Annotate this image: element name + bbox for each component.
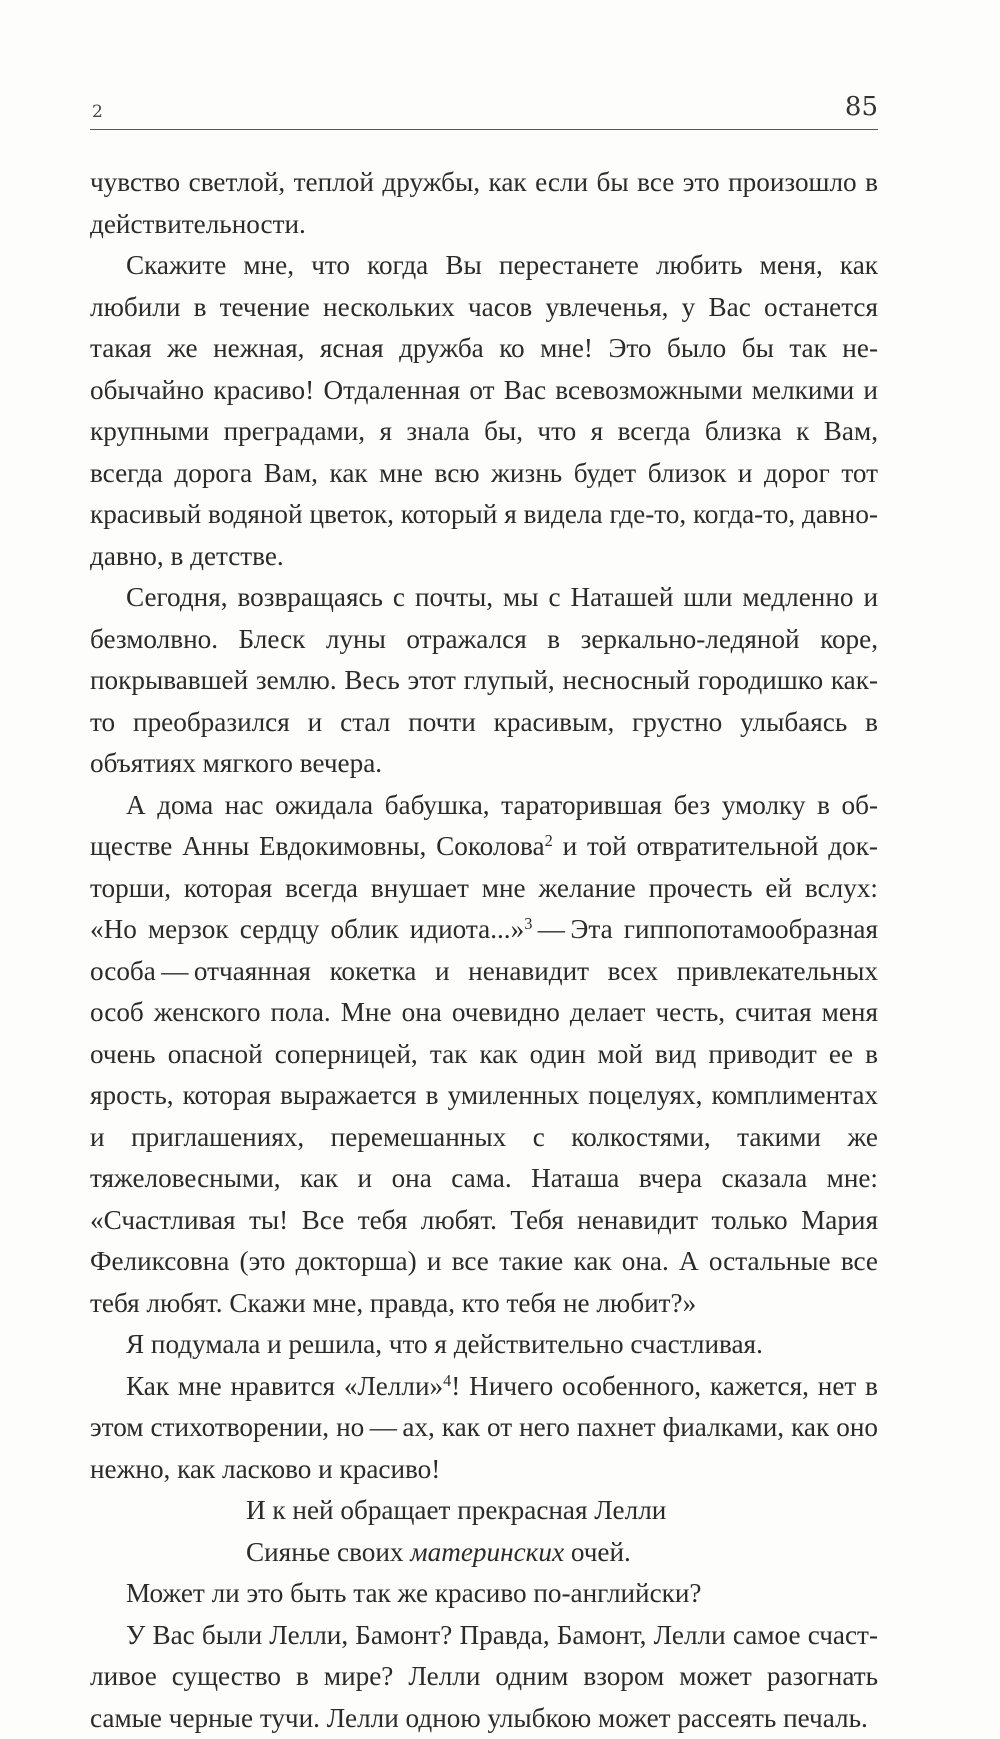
paragraph-6-text-2: ! Ничего особенного, кажется, нет в этом стихотворении, но — ах, как от него пахнет фиалками, как оно нежно, как ласково и красиво! (90, 1371, 878, 1484)
paragraph-7: Может ли это быть так же красиво по-английски? (90, 1573, 878, 1615)
section-number: 2 (92, 102, 103, 122)
paragraph-4-text-3: — Эта гиппопотамообразная особа — отчаянная кокетка и ненавидит всех привлекательных особ женского пола. Мне она очевидно делает честь, считая меня очень опасной соперницей, так как один мой вид приводит ее в ярость, которая выражается в умиленных поцелуях, комплиментах и приглашениях, перемешанных с колкостями, такими же тяжеловесными, как и она сама. Наташа вчера сказала мне: «Счастливая ты! Все тебя любят. Тебя ненавидит только Мария Феликсовна (это докторша) и все такие как она. А остальные все тебя любят. Скажи мне, правда, кто тебя не любит?» (90, 914, 878, 1318)
paragraph-3: Сегодня, возвращаясь с почты, мы с Наташей шли медленно и безмолвно. Блеск луны отражался в зеркально-ледяной коре, покрывавшей землю. Весь этот глупый, несносный городишко как-то преобразился и стал почти красивым, грустно улыбаясь в объятиях мягкого вечера. (90, 577, 878, 785)
verse-line-2-italic: материнских (410, 1537, 564, 1567)
paragraph-4-text-2: и той отвратительной докторши, которая всегда внушает мне желание прочесть ей вслух: «Но мерзок сердцу облик идиота...» (90, 831, 878, 944)
paragraph-6-text-1: Как мне нравится «Лелли» (126, 1371, 443, 1401)
paragraph-1: чувство светлой, теплой дружбы, как если бы все это произошло в действительности. (90, 162, 878, 245)
paragraph-6 (90, 1366, 878, 1491)
paragraph-8: У Вас были Лелли, Бамонт? Правда, Бамонт, Лелли самое счастливое существо в мире? Лелли одним взором может разогнать самые черные тучи. Лелли одною улыбкою может рассеять печаль. (90, 1615, 878, 1739)
paragraph-4 (90, 785, 878, 1325)
page-number: 85 (845, 92, 878, 122)
running-header (90, 96, 878, 130)
paragraph-4-text-1: А дома нас ожидала бабушка, тараторившая без умолку в обществе Анны Евдокимовны, Соколова (90, 790, 878, 862)
verse-quote (246, 1490, 878, 1573)
verse-line-1: И к ней обращает прекрасная Лелли (246, 1490, 878, 1532)
verse-line-2-end: очей. (564, 1537, 631, 1567)
body-text (90, 162, 878, 1739)
footnote-marker-2: 2 (545, 831, 553, 850)
paragraph-5: Я подумала и решила, что я действительно счастливая. (90, 1324, 878, 1366)
verse-line-2-start: Сиянье своих (246, 1537, 410, 1567)
footnote-marker-3: 3 (524, 914, 532, 933)
verse-line-2 (246, 1532, 878, 1574)
footnote-marker-4: 4 (443, 1371, 451, 1390)
paragraph-2: Скажите мне, что когда Вы перестанете любить меня, как любили в течение нескольких часов увлеченья, у Вас останется такая же нежная, ясная дружба ко мне! Это было бы так необычайно красиво! Отдаленная от Вас всевозможными мелкими и крупными преградами, я знала бы, что я всегда близка к Вам, всегда дорога Вам, как мне всю жизнь будет близок и дорог тот красивый водяной цветок, который я видела где-то, когда-то, давно-давно, в детстве. (90, 245, 878, 577)
